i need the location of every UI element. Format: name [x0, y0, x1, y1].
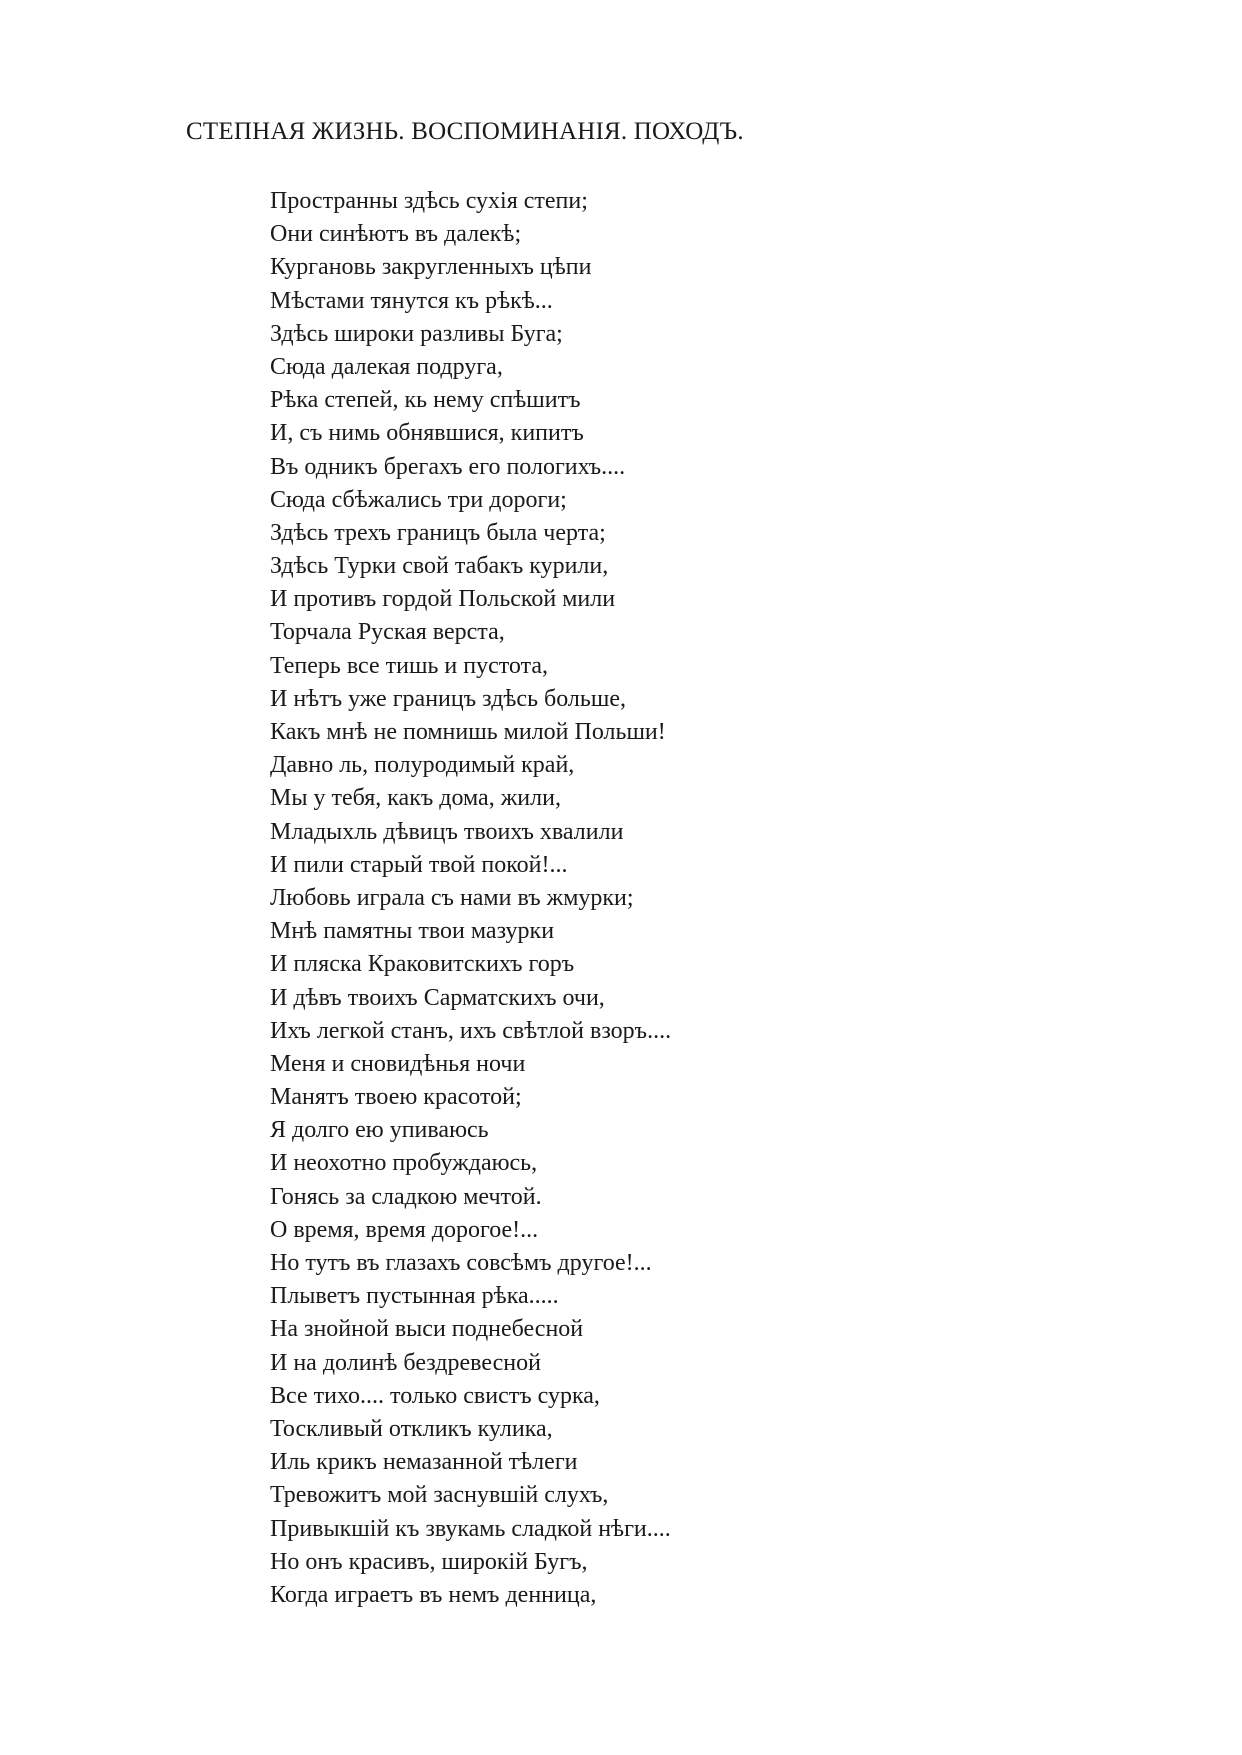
- verse-line: И пили старый твой покой!...: [270, 851, 568, 878]
- verse-line: На знойной выси поднебесной: [270, 1316, 584, 1343]
- verse-line: Сюда далекая подруга,: [270, 353, 503, 380]
- verse-line: Привыкшій къ звукамь сладкой нѣги....: [270, 1515, 671, 1542]
- verse-line: Здѣсь Турки свой табакъ курили,: [270, 553, 609, 580]
- verse-line: Пространны здѣсь сухія степи;: [270, 188, 588, 214]
- verse-line: Въ одникъ брегахъ его пологихъ....: [270, 453, 626, 480]
- verse-line: Тревожитъ мой заснувшій слухъ,: [270, 1482, 609, 1509]
- verse-line: Но тутъ въ глазахъ совсѣмъ другое!...: [270, 1250, 652, 1276]
- verse-line: Мнѣ памятны твои мазурки: [270, 918, 555, 945]
- verse-line: Мѣстами тянутся къ рѣкѣ...: [270, 287, 553, 314]
- verse-line: Торчала Руская верста,: [270, 619, 505, 646]
- verse-line: Здѣсь трехъ границъ была черта;: [270, 519, 606, 546]
- verse-line: Иль крикъ немазанной тѣлеги: [270, 1449, 578, 1476]
- verse-line: Рѣка степей, кь нему спѣшитъ: [270, 387, 581, 414]
- verse-line: Манятъ твоею красотой;: [270, 1084, 522, 1111]
- verse-line: Теперь все тишь и пустота,: [270, 652, 549, 679]
- verse-line: Но онъ красивъ, широкій Бугъ,: [270, 1548, 588, 1575]
- verse-line: Тоскливый откликъ кулика,: [270, 1415, 553, 1442]
- verse-line: Младыхль дѣвицъ твоихъ хвалили: [270, 818, 624, 845]
- verse-line: Любовь играла съ нами въ жмурки;: [270, 884, 634, 911]
- verse-line: Плыветъ пустынная рѣка.....: [270, 1283, 559, 1310]
- verse-line: Какъ мнѣ не помнишь милой Польши!: [270, 719, 666, 745]
- verse-line: И, съ нимь обнявшися, кипитъ: [270, 420, 584, 447]
- verse-line: Они синѣютъ въ далекѣ;: [270, 221, 522, 248]
- verse-line: О время, время дорогое!...: [270, 1216, 539, 1243]
- verse-line: Давно ль, полуродимый край,: [270, 752, 575, 779]
- poem-verse: [270, 185, 671, 1612]
- verse-line: И пляска Краковитскихъ горъ: [270, 951, 575, 978]
- verse-line: Все тихо.... только свистъ сурка,: [270, 1382, 600, 1409]
- verse-line: Здѣсь широки разливы Буга;: [270, 320, 563, 347]
- verse-line: Гонясь за сладкою мечтой.: [270, 1183, 542, 1210]
- verse-line: И на долинѣ бездревесной: [270, 1349, 541, 1376]
- verse-line: Меня и сновидѣнья ночи: [270, 1050, 526, 1077]
- verse-line: И неохотно пробуждаюсь,: [270, 1150, 538, 1177]
- verse-line: И противъ гордой Польской мили: [270, 586, 616, 613]
- page-title: СТЕПНАЯ ЖИЗНЬ. ВОСПОМИНАНІЯ. ПОХОДЪ.: [186, 118, 744, 145]
- verse-line: И дѣвъ твоихъ Сарматскихъ очи,: [270, 984, 605, 1011]
- verse-line: Когда играетъ въ немъ денница,: [270, 1581, 597, 1608]
- verse-line: Мы у тебя, какъ дома, жили,: [270, 785, 561, 812]
- verse-line: И нѣтъ уже границъ здѣсь больше,: [270, 685, 626, 712]
- verse-line: Кургановь закругленныхъ цѣпи: [270, 254, 592, 281]
- verse-line: Ихъ легкой станъ, ихъ свѣтлой взоръ....: [270, 1017, 672, 1044]
- verse-line: Я долго ею упиваюсь: [270, 1117, 489, 1144]
- verse-line: Сюда сбѣжались три дороги;: [270, 486, 567, 513]
